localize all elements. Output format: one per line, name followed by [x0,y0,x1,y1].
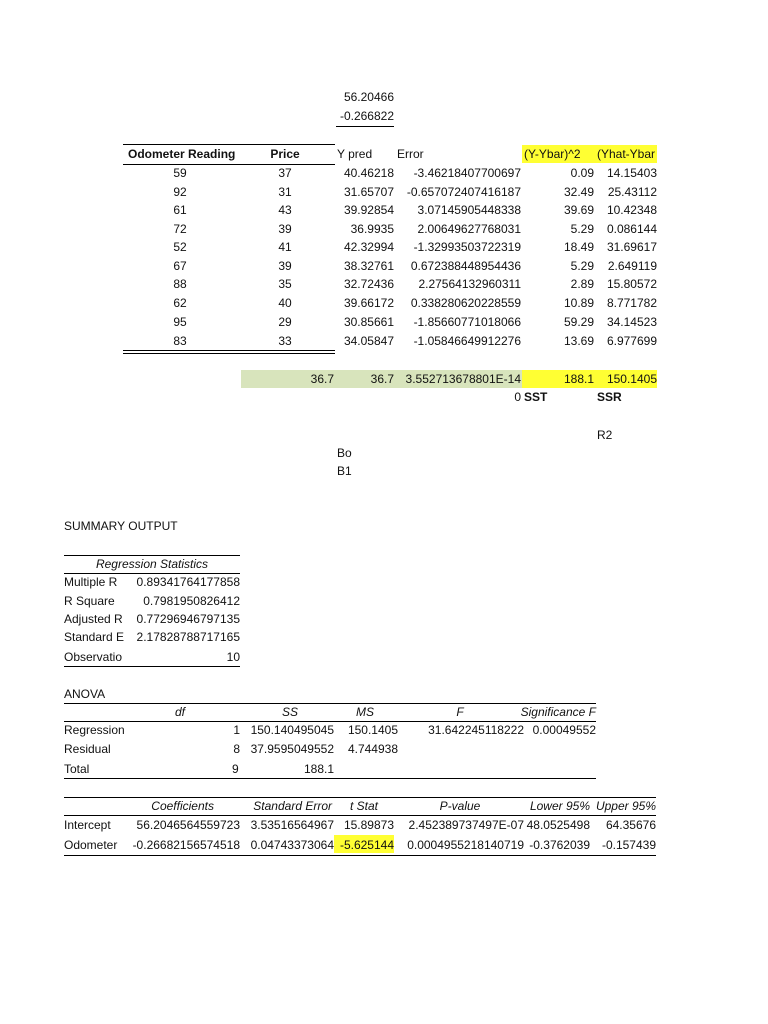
anova-cell: 150.1405 [347,723,398,737]
anova-cell: 9 [232,762,239,776]
coef-mid-rule [64,815,656,816]
table-cell: 5.29 [570,222,594,236]
table-cell: 31 [278,185,292,199]
table-cell: 0.086144 [606,222,657,236]
table-cell: 39.92854 [343,203,394,217]
table-cell: 40 [278,296,292,310]
coef-cell: -0.26682156574518 [132,838,240,852]
regstat-value: 0.7981950826412 [143,594,240,608]
regstats-title: Regression Statistics [95,557,209,571]
coef-cell: 3.53516564967 [250,818,334,832]
table-cell: 31.65707 [343,185,394,199]
table-cell: 15.80572 [606,277,657,291]
table-cell: 0.672388448954436 [410,259,521,273]
b1-value: -0.266822 [339,109,394,123]
coef-header: Coefficients [151,799,214,813]
anova-bottom-rule [64,778,596,779]
table-cell: 39.66172 [343,296,394,310]
price-header: Price [270,147,300,161]
coef-row-label: Intercept [64,818,111,832]
table-cell: 59 [173,166,187,180]
table-cell: 38.32761 [343,259,394,273]
table-cell: 2.00649627768031 [417,222,521,236]
table-cell: 10.42348 [606,203,657,217]
anova-cell: 4.744938 [347,742,398,756]
header-top-rule [123,144,335,145]
table-cell: 31.69617 [606,240,657,254]
table-cell: 41 [278,240,292,254]
table-cell: 2.649119 [607,259,657,273]
table-cell: 62 [173,296,187,310]
lower95-header: Lower 95% [529,799,590,813]
table-cell: 32.49 [563,185,594,199]
anova-cell: 8 [233,742,240,756]
ssr-label: SSR [597,390,622,404]
regstat-label: Multiple R [64,575,118,589]
ypred-mean: 36.7 [370,372,394,386]
regstats-bottom-rule [64,666,240,667]
anova-row-label: Regression [64,723,125,737]
coef-cell: 15.89873 [343,818,394,832]
coef-cell: 64.35676 [605,818,656,832]
anova-row-label: Total [64,762,90,776]
table-cell: 59.29 [563,315,594,329]
b1-label: B1 [337,464,352,478]
table-cell: 37 [278,166,292,180]
anova-ss-header: SS [281,705,298,719]
table-cell: 18.49 [563,240,594,254]
ssr-value: 150.1405 [606,372,657,386]
table-cell: 10.89 [563,296,594,310]
table-cell: 52 [173,240,187,254]
anova-cell: 188.1 [303,762,334,776]
table-cell: -1.05846649912276 [413,334,521,348]
coef-cell: 2.452389737497E-07 [408,818,524,832]
coef-cell: -0.3762039 [529,838,590,852]
regstat-label: Observatio [64,650,123,664]
table-cell: 61 [173,203,187,217]
pvalue-header: P-value [439,799,481,813]
table-cell: 95 [173,315,187,329]
table-cell: 34.05847 [343,334,394,348]
table-cell: 30.85661 [343,315,394,329]
r2-label: R2 [597,428,613,442]
table-cell: 40.46218 [343,166,394,180]
table-cell: 36.9935 [350,222,394,236]
coef-underline [336,126,394,127]
anova-cell: 31.642245118222 [428,723,524,737]
ydev2-header: (Y-Ybar)^2 [524,147,581,161]
anova-df-header: df [174,705,185,719]
anova-f-header: F [456,705,464,719]
regstat-value: 2.17828788717165 [136,630,240,644]
table-cell: 2.89 [570,277,594,291]
table-cell: 39 [278,259,292,273]
zero-value: 0 [514,390,521,404]
table-cell: 5.29 [570,259,594,273]
regstat-value: 0.77296946797135 [136,612,240,626]
regstat-label: Standard E [64,630,125,644]
table-cell: 92 [173,185,187,199]
sst-value: 188.1 [563,372,594,386]
coef-bottom-rule [64,855,656,856]
table-cell: 3.07145905448338 [417,203,521,217]
coef-cell: 0.0004955218140719 [407,838,524,852]
table-cell: 83 [173,334,187,348]
tstat-header: t Stat [349,799,378,813]
table-cell: 32.72436 [343,277,394,291]
table-cell: 39 [278,222,292,236]
anova-cell: 0.00049552 [532,723,596,737]
table-cell: 13.69 [563,334,594,348]
anova-row-label: Residual [64,742,111,756]
table-cell: 14.15403 [606,166,657,180]
coef-row-label: Odometer [64,838,118,852]
coef-cell: -5.625144 [339,838,394,852]
table-cell: 34.14523 [606,315,657,329]
sst-label: SST [524,390,548,404]
yhatdev-header: (Yhat-Ybar [597,147,656,161]
coef-cell: 48.0525498 [526,818,590,832]
ypred-header: Y pred [337,147,373,161]
error-header: Error [397,147,424,161]
table-cell: 6.977699 [606,334,657,348]
anova-cell: 1 [233,723,240,737]
table-cell: 42.32994 [343,240,394,254]
anova-cell: 37.9595049552 [250,742,334,756]
coef-cell: 56.2046564559723 [136,818,240,832]
table-cell: 35 [278,277,292,291]
table-cell: 39.69 [563,203,594,217]
summary-title: SUMMARY OUTPUT [64,519,178,533]
table-cell: 2.27564132960311 [418,277,521,291]
table-cell: 8.771782 [606,296,657,310]
regstat-value: 10 [226,650,240,664]
regstat-label: Adjusted R [64,612,123,626]
table-cell: -3.46218407700697 [413,166,521,180]
se-header: Standard Error [253,799,332,813]
table-cell: 0.09 [570,166,594,180]
table-cell: 88 [173,277,187,291]
table-cell: 33 [278,334,292,348]
anova-title: ANOVA [64,687,106,701]
bo-label: Bo [337,446,352,460]
table-bottom-double-rule [123,350,335,354]
anova-sig-header: Significance F [520,705,596,719]
table-cell: 67 [173,259,187,273]
odometer-header: Odometer Reading [128,147,236,161]
table-cell: 43 [278,203,292,217]
anova-ms-header: MS [356,705,374,719]
table-cell: 29 [278,315,292,329]
b0-value: 56.20466 [343,90,394,104]
table-cell: -1.85660771018066 [413,315,521,329]
anova-cell: 150.140495045 [250,723,334,737]
error-sum: 3.552713678801E-14 [405,372,521,386]
table-cell: -1.32993503722319 [413,240,521,254]
regstat-value: 0.89341764177858 [136,575,240,589]
price-mean: 36.7 [310,372,334,386]
coef-cell: -0.157439 [601,838,656,852]
table-cell: 0.338280620228559 [410,296,521,310]
upper95-header: Upper 95% [595,799,656,813]
table-cell: -0.657072407416187 [406,185,521,199]
table-cell: 25.43112 [607,185,657,199]
coef-cell: 0.04743373064 [250,838,334,852]
table-cell: 72 [173,222,187,236]
regstat-label: R Square [64,594,115,608]
